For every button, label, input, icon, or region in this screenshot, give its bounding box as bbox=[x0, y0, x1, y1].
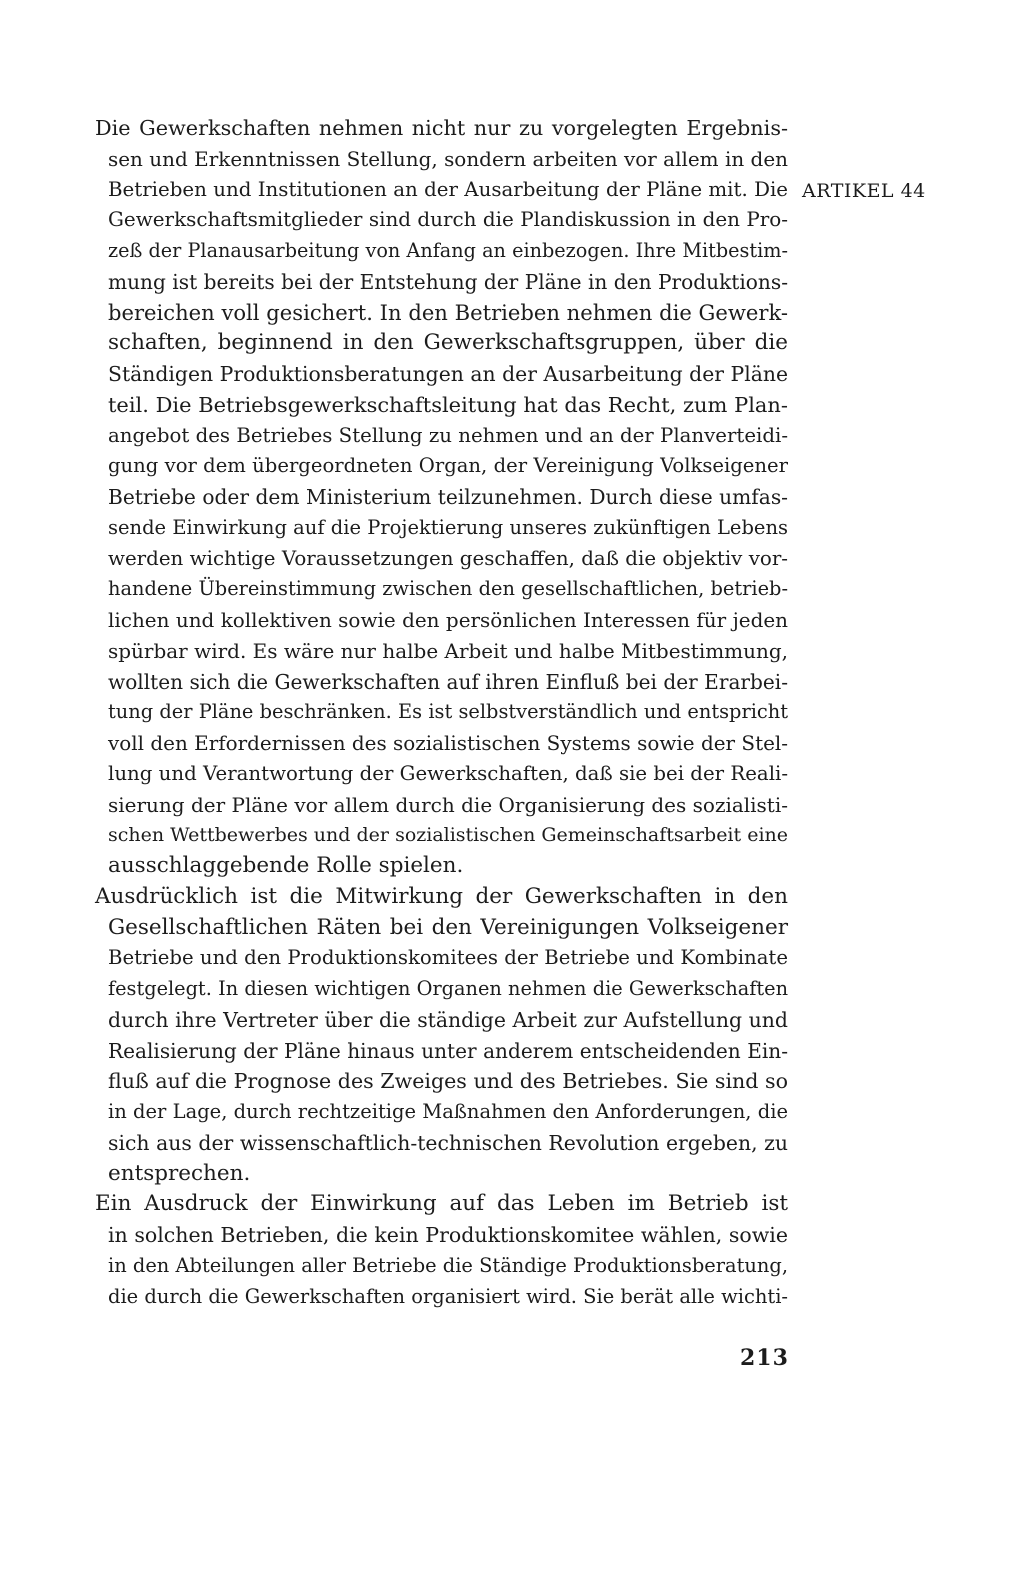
text-line: entsprechen. bbox=[108, 1160, 251, 1186]
text-line: lichen und kollektiven sowie den persönlichen Interessen für jeden bbox=[108, 608, 788, 632]
text-line: mung ist bereits bei der Entstehung der Pläne in den Produktions- bbox=[108, 269, 788, 294]
text-line: Betrieben und Institutionen an der Ausarbeitung der Pläne mit. Die bbox=[108, 177, 788, 201]
text-line: voll den Erfordernissen des sozialistischen Systems sowie der Stel- bbox=[108, 731, 788, 755]
text-line: lung und Verantwortung der Gewerkschaften, daß sie bei der Reali- bbox=[108, 761, 788, 785]
margin-note: ARTIKEL 44 bbox=[802, 180, 926, 202]
text-line: tung der Pläne beschränken. Es ist selbstverständlich und entspricht bbox=[108, 700, 788, 724]
text-line: werden wichtige Voraussetzungen geschaffen, daß die objektiv vor- bbox=[108, 546, 788, 570]
text-line: Die Gewerkschaften nehmen nicht nur zu vorgelegten Ergebnis- bbox=[95, 116, 788, 140]
text-line: in der Lage, durch rechtzeitige Maßnahmen den Anforderungen, die bbox=[108, 1100, 788, 1123]
text-line: gung vor dem übergeordneten Organ, der Vereinigung Volkseigener bbox=[108, 454, 788, 478]
text-line: angebot des Betriebes Stellung zu nehmen und an der Planverteidi- bbox=[108, 423, 788, 447]
page-number: 213 bbox=[740, 1345, 789, 1371]
text-line: festgelegt. In diesen wichtigen Organen nehmen die Gewerkschaften bbox=[108, 977, 788, 1000]
text-line: sierung der Pläne vor allem durch die Organisierung des sozialisti- bbox=[108, 792, 788, 817]
text-line: sich aus der wissenschaftlich-technischen Revolution ergeben, zu bbox=[108, 1130, 788, 1155]
text-line: bereichen voll gesichert. In den Betrieben nehmen die Gewerk- bbox=[108, 299, 788, 325]
text-line: Gewerkschaftsmitglieder sind durch die Plandiskussion in den Pro- bbox=[108, 208, 788, 232]
body-text bbox=[95, 113, 788, 1312]
text-line: zeß der Planausarbeitung von Anfang an einbezogen. Ihre Mitbestim- bbox=[108, 239, 788, 262]
text-line: fluß auf die Prognose des Zweiges und des Betriebes. Sie sind so bbox=[108, 1069, 788, 1094]
text-line: schaften, beginnend in den Gewerkschaftsgruppen, über die bbox=[108, 330, 788, 356]
text-line: in den Abteilungen aller Betriebe die Ständige Produktionsberatung, bbox=[108, 1253, 788, 1277]
text-line: handene Übereinstimmung zwischen den gesellschaftlichen, betrieb- bbox=[108, 577, 788, 601]
text-line: Ausdrücklich ist die Mitwirkung der Gewerkschaften in den bbox=[95, 883, 788, 909]
text-line: in solchen Betrieben, die kein Produktionskomitee wählen, sowie bbox=[108, 1223, 788, 1247]
text-line: Ständigen Produktionsberatungen an der Ausarbeitung der Pläne bbox=[108, 362, 788, 386]
text-line: sende Einwirkung auf die Projektierung unseres zukünftigen Lebens bbox=[108, 515, 788, 539]
text-line: die durch die Gewerkschaften organisiert wird. Sie berät alle wichti- bbox=[108, 1284, 788, 1308]
text-line: Ein Ausdruck der Einwirkung auf das Leben im Betrieb ist bbox=[95, 1191, 788, 1217]
text-line: durch ihre Vertreter über die ständige Arbeit zur Aufstellung und bbox=[108, 1007, 788, 1032]
text-line: Gesellschaftlichen Räten bei den Vereinigungen Volkseigener bbox=[108, 914, 788, 940]
text-line: schen Wettbewerbes und der sozialistischen Gemeinschaftsarbeit eine bbox=[108, 824, 788, 847]
text-line: spürbar wird. Es wäre nur halbe Arbeit und halbe Mitbestimmung, bbox=[108, 638, 788, 663]
text-line: teil. Die Betriebsgewerkschaftsleitung hat das Recht, zum Plan- bbox=[108, 392, 788, 417]
text-line: Betriebe und den Produktionskomitees der Betriebe und Kombinate bbox=[108, 946, 788, 970]
text-line: ausschlaggebende Rolle spielen. bbox=[108, 853, 464, 878]
text-line: Realisierung der Pläne hinaus unter anderem entscheidenden Ein- bbox=[108, 1038, 788, 1063]
text-line: sen und Erkenntnissen Stellung, sondern arbeiten vor allem in den bbox=[108, 146, 788, 171]
text-line: Betriebe oder dem Ministerium teilzunehmen. Durch diese umfas- bbox=[108, 485, 788, 509]
text-line: wollten sich die Gewerkschaften auf ihren Einfluß bei der Erarbei- bbox=[108, 669, 788, 694]
